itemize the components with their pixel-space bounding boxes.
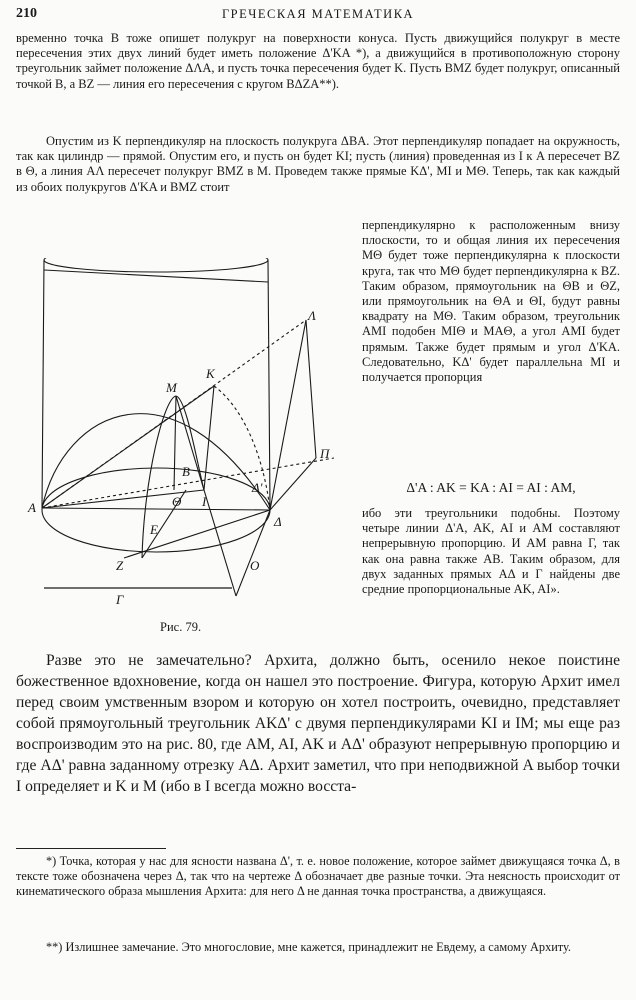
paragraph-right-conclusion: ибо эти треугольники подобны. Поэтому четыре линии Δ'A, AK, AI и AM составляют непрерывную пропорцию. И AM равна Γ, так как она равна также AB. Таким образом, для двух заданных прямых AΔ и Γ найдены две средние пропорциональные AK, AI».: [362, 506, 620, 597]
figure-caption: Рис. 79.: [160, 620, 202, 634]
figure-79-diagram: [24, 258, 354, 608]
cylinder-right-edge: [268, 260, 270, 508]
label-Pi: Π: [320, 446, 330, 461]
line-Delta-Pi: [270, 458, 316, 510]
label-Gamma: Γ: [116, 592, 124, 607]
line-A-Delta: [42, 508, 270, 510]
proportion-formula: Δ'A : AK = KA : AI = AI : AM,: [406, 480, 576, 495]
label-Delta-prime: Δ': [252, 480, 263, 495]
line-Lambda-Pi: [306, 320, 316, 458]
label-A: A: [28, 500, 36, 515]
line-Delta-O: [236, 510, 270, 596]
line-M-Theta: [174, 396, 176, 490]
paragraph-perpendicular: Опустим из K перпендикуляр на плоскость полукруга ΔBA. Этот перпендикуляр попадает на окружность, так как цилиндр — прямой. Опустим его, и пусть он будет KI; пусть (линия) проведенная из I к A пересечет BZ в Θ, а линия AΛ пересечет полукруг BMZ в M. Проведем также прямые KΔ', MI и MΘ. Теперь, так как каждый из обоих полукругов Δ'KA и BMZ стоит: [16, 134, 620, 194]
label-Delta: Δ: [274, 514, 282, 529]
figure-labels: [27, 308, 331, 607]
label-O: O: [250, 558, 260, 573]
label-Theta: Θ: [172, 494, 182, 509]
label-E: E: [150, 522, 158, 537]
line-M-I: [176, 396, 204, 490]
label-K: K: [206, 366, 215, 381]
label-M: M: [166, 380, 177, 395]
running-title: ГРЕЧЕСКАЯ МАТЕМАТИКА: [221, 7, 415, 21]
footnote-1: *) Точка, которая у нас для ясности названа Δ', т. е. новое положение, которое займет движущаяся точка Δ, в тексте тоже обозначена через Δ, так что на чертеже Δ обозначает две разные точки. Эта неясность происходит от кинематического образа мышления Архита: для него Δ не данная точка пространства, а движущаяся.: [16, 854, 620, 898]
line-Lambda-Delta: [270, 320, 306, 510]
cylinder-top-ellipse: [44, 258, 268, 272]
label-B: B: [182, 464, 190, 479]
page-number: 210: [16, 6, 37, 21]
label-I: I: [202, 494, 207, 509]
label-Lambda: Λ: [308, 308, 316, 323]
label-Z: Z: [116, 558, 124, 573]
line-K-I: [204, 386, 214, 490]
line-I-O: [204, 490, 236, 596]
paragraph-right-column: перпендикулярно к расположенным внизу плоскости, то и общая линия их пересечения MΘ будет тоже перпендикулярна к плоскости круга, так что MΘ будет перпендикулярна к BZ. Таким образом, прямоугольник на ΘB и ΘZ, или прямоугольник на ΘA и ΘI, будут равны квадрату на MΘ. Таким образом, треугольник AMI подобен MIΘ и MAΘ, а угол AMI будет прямым. Также будет прямым и угол Δ'KA. Следовательно, KΔ' будет параллельна MI и получается пропорция: [362, 218, 620, 385]
paragraph-main: Разве это не замечательно? Архита, должно быть, осенило некое поистине божественное вдохновение, когда он нашел это построение. Фигура, которую Архит имел перед своим умственным взором и которую он хотел построить, очевидно, представляет собой прямоугольный треугольник AKΔ' с двумя перпендикулярами KI и IM; мы еще раз воспроизводим это на рис. 80, где AM, AI, AK и AΔ' образуют непрерывную пропорцию и где AΔ' равна заданному отрезку AΔ. Архит заметил, что при неподвижной A выбор точки I определяет и K и M (ибо в I всегда можно восста-: [16, 652, 620, 795]
paragraph-intro: временно точка B тоже опишет полукруг на поверхности конуса. Пусть движущийся полукруг в месте пересечения этих двух линий будет иметь положение Δ'KA *), а движущийся в противоположную сторону треугольник займет положение ΔΛA, и пусть точка пересечения будет K. Пусть BMZ будет полукруг, описанный точкой B, а BZ — линия его пересечения с кругом BΔZA**).: [16, 31, 620, 91]
footnote-rule: [16, 848, 166, 849]
running-header: [16, 6, 620, 24]
line-Z-Delta: [124, 510, 270, 558]
footnote-2: **) Излишнее замечание. Это многословие, мне кажется, принадлежит не Евдему, а самому Архиту.: [46, 940, 572, 954]
cylinder-left-edge: [42, 260, 44, 508]
